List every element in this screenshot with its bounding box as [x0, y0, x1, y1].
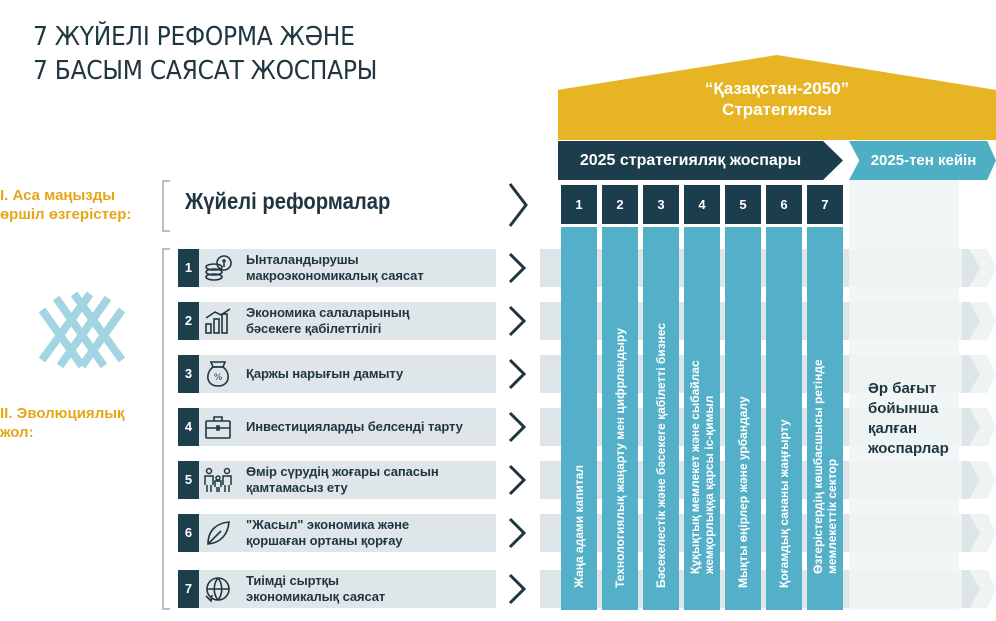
- family-icon: [203, 465, 233, 495]
- chevron-right-icon: [506, 409, 528, 445]
- chevron-right-icon: [506, 180, 530, 230]
- chevron-right-icon: [506, 303, 528, 339]
- systemic-reforms-heading: Жүйелі реформалар: [185, 188, 391, 214]
- note-line-2: бойынша: [868, 400, 939, 417]
- globe-icon: [203, 574, 233, 604]
- chevron-right-icon: [506, 515, 528, 551]
- money-bag-icon: [203, 359, 233, 389]
- row-label-line-1: "Жасыл" экономика және: [246, 517, 410, 532]
- column-label-line-2: жемқорлыққа қарсы іс-қимыл: [702, 395, 716, 574]
- priority-column-7: [807, 227, 843, 610]
- row-number: 5: [178, 461, 199, 499]
- svg-text:%: %: [213, 373, 223, 383]
- reform-row-2: [178, 302, 496, 340]
- chevron-right-icon: [506, 250, 528, 286]
- column-label-line-1: Құқықтық мемлекет және сыбайлас: [688, 360, 702, 574]
- reform-row-label: [246, 302, 491, 340]
- reform-row-label: [246, 570, 491, 608]
- reform-row-3: [178, 355, 496, 393]
- row-label-line-2: экономикалық саясат: [246, 589, 386, 604]
- section-label-evolution: [0, 404, 125, 442]
- strategy-roof-line-2: Стратегиясы: [722, 100, 832, 119]
- remaining-plans-note: [868, 379, 988, 459]
- column-label-line-1: Жаңа адами капитал: [572, 465, 586, 588]
- priority-column-label: [572, 465, 586, 588]
- priority-column-label: [688, 360, 716, 574]
- priority-column-3: [643, 227, 679, 610]
- priority-column-number: 3: [643, 185, 679, 224]
- growth-chart-icon: [203, 306, 233, 336]
- plan-2025-label: 2025 стратегияляқ жоспары: [579, 152, 802, 169]
- title-line-1: 7 ЖҮЙЕЛІ РЕФОРМА ЖӘНЕ: [33, 22, 355, 52]
- priority-column-number: 1: [561, 185, 597, 224]
- row-label-line-1: Тиімді сыртқы: [246, 573, 339, 588]
- row-number: 2: [178, 302, 199, 340]
- priority-column-1: [561, 227, 597, 610]
- priority-column-label: [777, 420, 791, 589]
- strategy-roof-label: [610, 78, 944, 120]
- column-label-line-2: мемлекеттік сектор: [825, 458, 839, 574]
- row-label-line-2: макроэкономикалық саясат: [246, 268, 424, 283]
- reform-row-4: [178, 408, 496, 446]
- section-label-evolution-line-1: II. Эволюциялық: [0, 405, 125, 422]
- chevron-right-icon: [506, 571, 528, 607]
- coins-icon: [203, 253, 233, 283]
- priority-column-number: 6: [766, 185, 802, 224]
- section-label-critical-line-1: I. Аса маңызды: [0, 187, 116, 204]
- note-line-4: жоспарлар: [868, 440, 949, 457]
- row-number: 6: [178, 514, 199, 552]
- bracket-critical: [162, 180, 170, 232]
- row-label-line-1: Экономика салаларының: [246, 305, 410, 320]
- bracket-evolution: [162, 248, 170, 610]
- reform-row-6: [178, 514, 496, 552]
- priority-column-label: [736, 396, 750, 588]
- row-label-line-2: бәсекеге қабілеттілігі: [246, 321, 382, 336]
- priority-column-number: 4: [684, 185, 720, 224]
- reform-row-1: [178, 249, 496, 287]
- priority-column-number: 7: [807, 185, 843, 224]
- row-label-line-2: қоршаған ортаны қорғау: [246, 533, 403, 548]
- row-number: 1: [178, 249, 199, 287]
- row-label-line-1: Ынталандырушы: [246, 252, 359, 267]
- priority-column-number: 2: [602, 185, 638, 224]
- strategy-roof-line-1: “Қазақстан-2050”: [704, 79, 850, 98]
- column-label-line-1: Өзгерістердің көшбасшысы ретінде: [811, 359, 825, 574]
- row-label-line-1: Қаржы нарығын дамыту: [246, 366, 404, 381]
- column-label-line-1: Бәсекелестік және бәсекеге қабілетті бизнес: [654, 322, 668, 588]
- chevron-right-icon: [506, 356, 528, 392]
- priority-column-label: [811, 359, 839, 574]
- row-number: 7: [178, 570, 199, 608]
- page-title: [33, 20, 377, 88]
- column-label-line-1: Қоғамдық сананы жаңғырту: [777, 419, 791, 588]
- section-label-critical-line-2: өршіл өзгерістер:: [0, 206, 132, 223]
- reform-row-5: [178, 461, 496, 499]
- briefcase-icon: [203, 412, 233, 442]
- priority-column-2: [602, 227, 638, 610]
- reform-row-label: [246, 461, 491, 499]
- section-label-evolution-line-2: жол:: [0, 424, 34, 441]
- section-label-critical: [0, 186, 131, 224]
- reform-row-label: [246, 355, 491, 393]
- reform-row-label: [246, 249, 491, 287]
- after-2025-label: 2025-тен кейін: [870, 152, 977, 169]
- column-label-line-1: Технологиялық жаңарту мен цифрландыру: [613, 328, 627, 588]
- priority-column-4: [684, 227, 720, 610]
- priority-column-label: [613, 328, 627, 588]
- reform-row-label: [246, 514, 491, 552]
- priority-column-6: [766, 227, 802, 610]
- priority-column-number: 5: [725, 185, 761, 224]
- title-line-2: 7 БАСЫМ САЯСАТ ЖОСПАРЫ: [33, 56, 378, 86]
- woven-logo-icon: [34, 290, 130, 374]
- row-number: 3: [178, 355, 199, 393]
- note-line-3: қалған: [868, 420, 918, 437]
- leaf-icon: [203, 518, 233, 548]
- note-line-1: Әр бағыт: [868, 380, 937, 397]
- reform-row-label: [246, 408, 491, 446]
- chevron-right-icon: [506, 462, 528, 498]
- row-label-line-1: Инвестицияларды белсенді тарту: [246, 419, 463, 434]
- column-label-line-1: Мықты өңірлер және урбандалу: [736, 396, 750, 588]
- row-label-line-2: қамтамасыз ету: [246, 480, 348, 495]
- row-label-line-1: Өмір сүрудің жоғары сапасын: [246, 464, 439, 479]
- priority-column-label: [654, 323, 668, 588]
- priority-column-5: [725, 227, 761, 610]
- row-number: 4: [178, 408, 199, 446]
- reform-row-7: [178, 570, 496, 608]
